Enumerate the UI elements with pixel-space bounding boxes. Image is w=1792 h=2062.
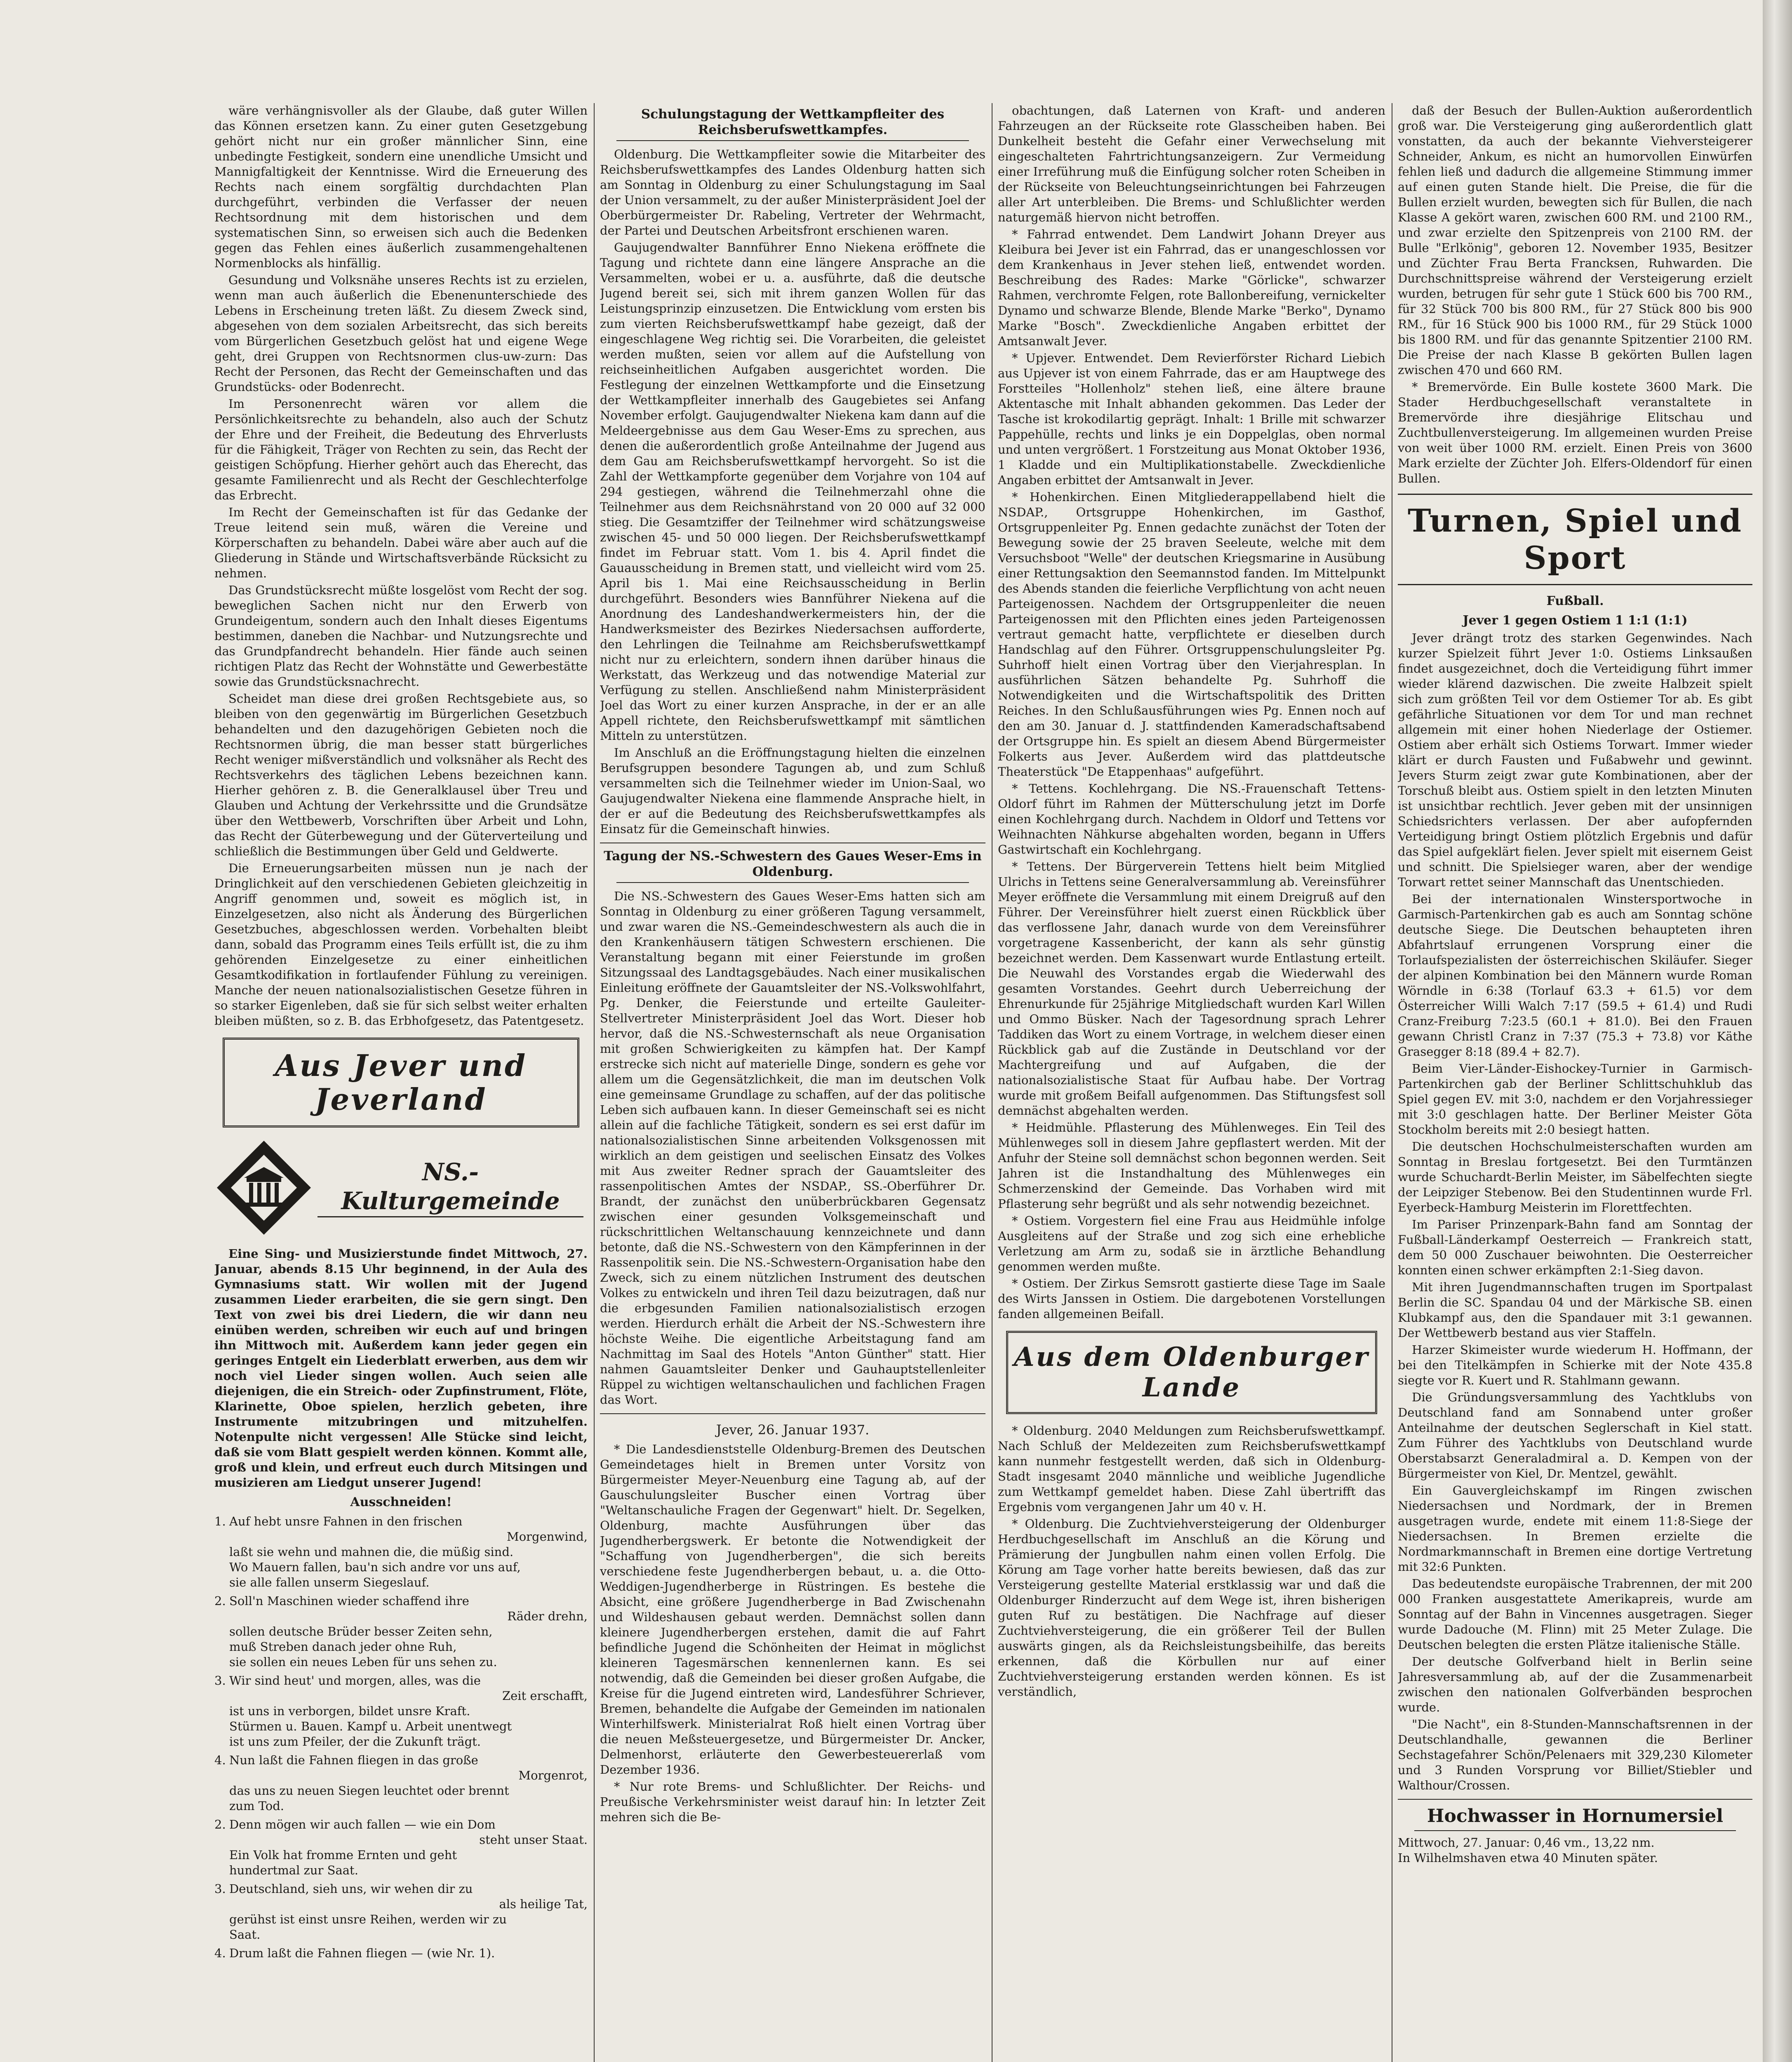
stanza-line: gerühst ist einst unsre Reihen, werden wir zu <box>229 1912 507 1926</box>
stanza-line: Auf hebt unsre Fahnen in den frischen <box>229 1514 463 1528</box>
stanza-line: laßt sie wehn und mahnen die, die müßig sind. <box>229 1545 514 1559</box>
paragraph: * Upjever. Entwendet. Dem Revierförster Richard Liebich aus Upjever ist von einem Fahrrade, das er am Hauptwege des Forstteiles "Hollenholz" stehen ließ, eine ältere braune Aktentasche mit Inhalt abhanden gekommen. Das Leder der Tasche ist krokodilartig geprägt. Inhalt: 1 Brille mit schwarzer Pappehülle, rechts und links je ein Doppelglas, oben normal und unten vergrößert. 1 Forstzeitung aus Monat Oktober 1936, 1 Kladde und ein Multiplikationstabelle. Zweckdienliche Angaben erbittet der Amtsanwalt in Jever. <box>998 351 1385 487</box>
stanza-line: Zeit erschafft, <box>502 1689 588 1703</box>
paragraph: Jever drängt trotz des starken Gegenwindes. Nach kurzer Spielzeit führt Jever 1:0. Ostiems Linksaußen findet ausgezeichnet, doch die Verteidigung führt immer wieder klärend dazwischen. Die zweite Halbzeit spielt sich zum größten Teil vor dem Ostiemer Tor ab. Es gibt gefährliche Situationen vor dem Tor und man rechnet allgemein mit einer hohen Niederlage der Ostiemer. Ostiem aber erhält sich Ostiems Torwart. Immer wieder klärt er durch Fausten und Fußabwehr und gewinnt. Jevers Sturm zeigt zwar gute Kombinationen, aber der Torschuß bleibt aus. Ostiem spielt in den letzten Minuten ist unsichtbar rechtlich. Jever geben mit der unsinnigen Schiedsrichters verlassen. Der aber aufopfernden Verteidigung bringt Ostiem plötzlich Ergebnis und dafür das Spiel aufgeklärt fielen. Jever spielt mit eisernem Geist und schnitt. Die Spielsieger waren, aber der wendige Torwart rettet seiner Mannschaft das Unentschieden. <box>1398 631 1752 889</box>
heading-hochwasser: Hochwasser in Hornumersiel <box>1427 1805 1724 1827</box>
paragraph: Die Erneuerungsarbeiten müssen nun je nach der Dringlichkeit auf den verschiedenen Gebieten gleichzeitig in Angriff genommen und, soweit es möglich ist, in Einzelgesetzen, also nicht als Änderung des Bürgerlichen Gesetzbuches, abgeschlossen werden. Vorbehalten bleibt dann, sobald das Programm eines Teils erfüllt ist, die zu ihm gehörenden Einzelgesetze zu einer einheitlichen Gesamtkodifikation in fortlaufender Fühlung zu vereinigen. Manche der neuen nationalsozialistischen Gesetze führen in so starker Eigenleben, daß sie für sich selbst weiter erhalten bleiben müßten, so z. B. das Erbhofgesetz, das Patentgesetz. <box>214 861 588 1028</box>
paragraph: * Nur rote Brems- und Schlußlichter. Der Reichs- und Preußische Verkehrsminister weist darauf hin: In letzter Zeit mehren sich die Be- <box>600 1780 985 1824</box>
paragraph: wäre verhängnisvoller als der Glaube, daß guter Willen das Können ersetzen kann. Zu einer guten Gesetzgebung gehört nicht nur ein großer männlicher Sinn, eine unbedingte Festigkeit, sondern eine unendliche Umsicht und Mannigfaltigkeit der Kenntnisse. Wird die Erneuerung des Rechts nach einem sorgfältig durchdachten Plan durchgeführt, verbinden die Verfasser der neuen Rechtsordnung mit dem historischen und dem systematischen Sinn, so erweisen sich auch die Bedenken gegen das Fehlen eines äußerlich zusammengehaltenen Normenblocks als hinfällig. <box>214 104 588 270</box>
kulturgemeinde-text: Eine Sing- und Musizierstunde findet Mittwoch, 27. Januar, abends 8.15 Uhr beginnend, in der Aula des Gymnasiums statt. Wir wollen mit der Jugend zusammen Lieder erarbeiten, die sie gern singt. Den Text von zwei bis drei Liedern, die wir dann neu einüben werden, schreiben wir euch auf und bringen ihn Mittwoch mit. Außerdem kann jeder gegen ein geringes Entgelt ein Liederblatt erwerben, aus dem wir noch viel Lieder singen wollen. Auch seien alle diejenigen, die ein Streich- oder Zupfinstrument, Flöte, Klarinette, Oboe spielen, herzlich gebeten, ihre Instrumente mitzubringen und mitzuhelfen. Notenpulte nicht vergessen! Alle Stücke sind leicht, daß sie vom Blatt gespielt werden können. Kommt alle, groß und klein, und erfreut euch durch Mitsingen und musizieren am Liedgut unserer Jugend! <box>214 1247 588 1490</box>
local-news-continued <box>998 103 1385 1322</box>
stanza-line: sie alle fallen unserm Siegeslauf. <box>229 1575 430 1589</box>
stanza-line: Nun laßt die Fahnen fliegen in das große <box>229 1753 478 1767</box>
paragraph: Das bedeutendste europäische Trabrennen, der mit 200 000 Franken ausgestattete Amerikapreis, wurde am Sonntag auf der Bahn in Vincennes ausgetragen. Sieger wurde Dadouche (M. Flinn) mit 25 Meter Zulage. Die Deutschen belegten die ersten Plätze italienische Ställe. <box>1398 1577 1752 1652</box>
stanza-line: ist uns zum Pfeiler, der die Zukunft trägt. <box>229 1735 481 1749</box>
dateline: Jever, 26. Januar 1937. <box>716 1422 870 1438</box>
oldenburg-news <box>998 1423 1385 1700</box>
paragraph: Die deutschen Hochschulmeisterschaften wurden am Sonntag in Breslau fortgesetzt. Bei den Turmtänzen wurde Schuchardt-Berlin Meister, im Säbelfechten siegte der Leipziger Stebenow. Bei den Studentinnen wurde Frl. Eyerbeck-Hamburg Meisterin im Florettfechten. <box>1398 1139 1752 1215</box>
stanza-line: sie sollen ein neues Leben für uns sehen zu. <box>229 1655 497 1669</box>
page-edge <box>1763 0 1792 2062</box>
stanza-number: 3. <box>214 1882 226 1896</box>
heading-wettkampfleiter: Schulungstagung der Wettkampfleiter des Reichsberufswettkampfes. <box>600 106 985 141</box>
paragraph: Gesundung und Volksnähe unseres Rechts ist zu erzielen, wenn man auch äußerlich die Ebenenunterschiede des Lebens in Erscheinung treten läßt. Zu diesem Zweck sind, abgesehen von dem sozialen Arbeitsrecht, das sich bereits vom Bürgerlichen Gesetzbuch gelöst hat und eigene Wege geht, drei Gruppen von Rechtsnormen clus-uw-zurn: Das Recht der Personen, das Recht der Gemeinschaften und das Grundstücks- oder Bodenrecht. <box>214 273 588 394</box>
paragraph: Ein Gauvergleichskampf im Ringen zwischen Niedersachsen und Nordmark, der in Bremen ausgetragen wurde, endete mit einem 11:8-Siege der Niedersachsen. In Bremen erzielte die Nordmarkmannschaft in Bremen eine dortige Vertretung mit 32:6 Punkten. <box>1398 1483 1752 1574</box>
paragraph: * Hohenkirchen. Einen Mitgliederappellabend hielt die NSDAP., Ortsgruppe Hohenkirchen, im Gasthof, Ortsgruppenleiter Pg. Ennen gedachte zunächst der Toten der Bewegung sowie der 25 braven Seeleute, welche mit dem Versuchsboot "Welle" der deutschen Kriegsmarine in Ausübung einer Rettungsaktion den Seemannstod fanden. Im Mittelpunkt des Abends standen die feierliche Verpflichtung von acht neuen Parteigenossen. Nachdem der Ortsgruppenleiter die neuen Parteigenossen mit den Pflichten eines jeden Parteigenossen vertraut gemacht hatte, verpflichtete er dieselben durch Handschlag auf den Führer. Ortsgruppenschulungsleiter Pg. Suhrhoff hielt einen Vortrag über den Vierjahresplan. In ausführlichen Sätzen behandelte Pg. Suhrhoff die Notwendigkeiten und die Wirtschaftspolitik des Dritten Reiches. In den Schlußausführungen wies Pg. Ennen noch auf den am 30. Januar d. J. stattfindenden Kameradschaftsabend der Ortsgruppe hin. Es spielt an diesem Abend Bürgermeister Folkerts aus Jever. Außerdem wird das plattdeutsche Theaterstück "De Etappenhaas" aufgeführt. <box>998 490 1385 779</box>
kulturgemeinde-title: NS.-Kulturgemeinde <box>313 1158 588 1218</box>
section-heading-sport: Turnen, Spiel und Sport <box>1398 494 1752 585</box>
stanza-line: steht unser Staat. <box>479 1833 588 1847</box>
paragraph: * Tettens. Der Bürgerverein Tettens hielt beim Mitglied Ulrichs in Tettens seine Generalversammlung ab. Vereinsführer Meyer eröffnete die Versammlung mit einem Dreigruß auf den Führer. Der Vereinsführer hielt zuerst einen Rückblick über das verflossene Jahr, danach wurde von dem Vereinsführer vorgetragene Kassenbericht, der kann als sehr günstig bezeichnet werden. Dem Kassenwart wurde Entlastung erteilt. Die Neuwahl des Vorstandes ergab die Wiederwahl des gesamten Vorstandes. Geehrt durch Ueberreichung der Ehrenurkunde für 25jährige Mitgliedschaft wurden Karl Willen und Ommo Büsker. Nach der Tagesordnung sprach Lehrer Taddiken das Wort zu einem Vortrage, in welchem dieser einen Rückblick gab auf die Zustände in Deutschland vor der Machtergreifung und auf Aufgaben, die der nationalsozialistische Staat für Aufbau habe. Der Vortrag wurde mit großem Beifall aufgenommen. Das Stiftungsfest soll demnächst abgehalten werden. <box>998 859 1385 1118</box>
stanza-line: Soll'n Maschinen wieder schaffend ihre <box>229 1594 469 1608</box>
stanza-number: 2. <box>214 1817 226 1831</box>
stanza-line: ist uns in verborgen, bildet unsre Kraft. <box>229 1704 470 1718</box>
song-stanza <box>214 1753 588 1814</box>
stanza-line: Saat. <box>229 1928 261 1942</box>
paragraph: * Bremervörde. Ein Bulle kostete 3600 Mark. Die Stader Herdbuchgesellschaft veranstaltete in Bremervörde ihre diesjährige Elitschau und Zuchtbullenversteigerung. Im allgemeinen wurden Preise von weit über 1000 RM. erzielt. Einen Preis von 3600 Mark erzielte der Züchter Joh. Elfers-Oldendorf für einen Bullen. <box>1398 380 1752 485</box>
stanza-line: Wir sind heut' und morgen, alles, was die <box>229 1674 481 1688</box>
article-divider <box>600 1413 985 1414</box>
stanza-number: 2. <box>214 1594 226 1608</box>
stanza-line: das uns zu neuen Siegen leuchtet oder brennt <box>229 1784 509 1798</box>
song-stanza <box>214 1594 588 1670</box>
kulturgemeinde-header <box>214 1138 588 1237</box>
article-divider <box>1398 1799 1752 1800</box>
paragraph: * Heidmühle. Pflasterung des Mühlenweges. Ein Teil des Mühlenweges soll in diesem Jahre gepflastert werden. Mit der Anfuhr der Steine soll demnächst schon begonnen werden. Seit Jahren ist die Instandhaltung des Mühlenweges ein Schmerzenskind der Gemeinde. Das Vorhaben wird mit Pflasterung sehr begrüßt und als sehr notwendig bezeichnet. <box>998 1120 1385 1211</box>
hochwasser-line: Mittwoch, 27. Januar: 0,46 vm., 13,22 nm. <box>1398 1836 1655 1850</box>
bullen-auktion <box>1398 103 1752 486</box>
article-ns-schwestern <box>600 889 985 1408</box>
fussball-label: Fußball. <box>1546 594 1604 608</box>
kulturgemeinde-emblem-icon <box>214 1138 313 1237</box>
song-stanza <box>214 1946 588 1961</box>
article-wettkampfleiter <box>600 147 985 837</box>
column-4 <box>1398 103 1752 2062</box>
column-1 <box>214 103 588 2062</box>
section-heading-jever: Aus Jever und Jeverland <box>223 1038 579 1128</box>
stanza-line: zum Tod. <box>229 1799 285 1813</box>
hochwasser-times <box>1398 1835 1752 1866</box>
stanza-line: Deutschland, sieh uns, wir wehen dir zu <box>229 1882 473 1896</box>
paragraph: Der deutsche Golfverband hielt in Berlin seine Jahresversammlung ab, auf der die Zusammenarbeit zwischen den nationalen Golfverbänden besprochen wurde. <box>1398 1655 1752 1714</box>
paragraph: * Ostiem. Der Zirkus Semsrott gastierte diese Tage im Saale des Wirts Janssen in Ostiem. Die dargebotenen Vorstellungen fanden allgemeinen Beifall. <box>998 1276 1385 1321</box>
paragraph: * Fahrrad entwendet. Dem Landwirt Johann Dreyer aus Kleibura bei Jever ist ein Fahrrad, das er unangeschlossen vor dem Krankenhaus in Jever stehen ließ, entwendet worden. Beschreibung des Rades: Marke "Görlicke", schwarzer Rahmen, verchromte Felgen, rote Ballonbereifung, vernickelter Dynamo und schwarze Blende, Blende Marke "Berko", Dynamo Marke "Bosch". Zweckdienliche Angaben erbittet der Amtsanwalt Jever. <box>998 227 1385 348</box>
paragraph: Im Pariser Prinzenpark-Bahn fand am Sonntag der Fußball-Länderkampf Oesterreich — Frankreich statt, dem 50 000 Zuschauer beiwohnten. Die Oesterreicher konnten einen schwer erkämpften 2:1-Sieg davon. <box>1398 1217 1752 1277</box>
paragraph: * Oldenburg. Die Zuchtviehversteigerung der Oldenburger Herdbuchgesellschaft im Anschluß an die Körung und Prämierung der Jungbullen nahm einen vollen Erfolg. Die Körung am Tage vorher hatte bereits bewiesen, daß das zur Versteigerung gestellte Material erstklassig war und daß die Oldenburger Rinderzucht auf dem Wege ist, ihren bisherigen guten Ruf zu bestätigen. Die Nachfrage auf dieser Zuchtviehversteigerung, die ein größerer Teil der Bullen auswärts gingen, als da Reichsleistungsbeihilfe, das bereits erkennen, daß die Körbullen nur auf einer Zuchtviehversteigerung erstanden werden können. Es ist verständlich, <box>998 1517 1385 1699</box>
stanza-line: Denn mögen wir auch fallen — wie ein Dom <box>229 1817 496 1831</box>
paragraph: Die NS.-Schwestern des Gaues Weser-Ems hatten sich am Sonntag in Oldenburg zu einer größeren Tagung versammelt, und zwar waren die NS.-Gemeindeschwestern als auch die in den Krankenhäusern tätigen Schwestern erschienen. Die Veranstaltung begann mit einer Feierstunde im großen Sitzungssaal des Landtagsgebäudes. Nach einer musikalischen Einleitung eröffnete der Gauamtsleiter der NS.-Volkswohlfahrt, Pg. Denker, die Feierstunde und erteilte Gauleiter-Stellvertreter Ministerpräsident Joel das Wort. Dieser hob hervor, daß die NS.-Schwesternschaft als neue Organisation mit großen Schwierigkeiten zu kämpfen hat. Der Kampf erstrecke sich nicht auf materielle Dinge, sondern es gehe vor allem um die Gegensätzlichkeit, die man im deutschen Volk eine gemeinsame Grundlage zu schaffen, auf der das politische Leben sich aufbauen kann. In dieser Gemeinschaft sei es nicht allein auf die fachliche Tätigkeit, sondern es sei erst dafür im nationalsozialistischen Sinne arbeitenden Volksgenossen mit wirklich an dem geistigen und seelischen Einsatz des Volkes mit Aus zweiter Redner sprach der Gauamtsleiter des rassenpolitischen Amtes der NSDAP., SS.-Oberführer Dr. Brandt, der zunächst den unüberbrückbaren Gegensatz zwischen einer gesunden Volksgemeinschaft und rückschrittlichen Weltanschauung kennzeichnete und dann betonte, daß die NS.-Schwestern von den Kämpferinnen in der Rassenpolitik sein. Die NS.-Schwestern-Organisation habe den Zweck, sich zu einem nützlichen Instrument des deutschen Volkes zu entwickeln und ihren Teil dazu beizutragen, daß nur die erbgesunden Familien nationalsozialistisch erzogen werden. Hierdurch erhält die Arbeit der NS.-Schwestern ihre höchste Weihe. Die eigentliche Arbeitstagung fand am Nachmittag im Saal des Hotels "Anton Günther" statt. Hier nahmen Gauamtsleiter Denker und Gauhauptstellenleiter Rüppel zu wichtigen weltanschaulichen und fachlichen Fragen das Wort. <box>600 889 985 1407</box>
column-3 <box>998 103 1385 2062</box>
paragraph: Harzer Skimeister wurde wiederum H. Hoffmann, der bei den Titelkämpfen in Schierke mit der Note 435.8 siegte vor R. Kuert und R. Stahlmann gewann. <box>1398 1343 1752 1387</box>
stanza-line: als heilige Tat, <box>499 1897 588 1911</box>
stanza-line: Morgenrot, <box>518 1768 588 1782</box>
stanza-line: Stürmen u. Bauen. Kampf u. Arbeit unentwegt <box>229 1719 512 1733</box>
stanza-line: Drum laßt die Fahnen fliegen — (wie Nr. 1). <box>229 1946 495 1960</box>
ausschneiden-label: Ausschneiden! <box>350 1495 452 1509</box>
song-stanza <box>214 1514 588 1590</box>
heading-ns-schwestern: Tagung der NS.-Schwestern des Gaues Weser-Ems in Oldenburg. <box>600 848 985 883</box>
stanza-line: Morgenwind, <box>507 1530 588 1544</box>
column-divider <box>594 103 595 2062</box>
section-heading-oldenburg: Aus dem Oldenburger Lande <box>1006 1331 1377 1414</box>
paragraph: * Die Landesdienststelle Oldenburg-Bremen des Deutschen Gemeindetages hielt in Bremen unter Vorsitz von Bürgermeister Meyer-Neuenburg eine Tagung ab, auf der Gauschulungsleiter Buscher einen Vortrag über "Weltanschauliche Fragen der Gegenwart" hielt. Dr. Segelken, Oldenburg, machte Ausführungen über das Jugendherbergswerk. Er betonte die Notwendigkeit der "Schaffung von Jugendherbergen", die sich bereits verschiedene feste Jugendherbergen bebaut, u. a. die Otto-Weddigen-Jugendherberge in Rüstringen. Es bestehe die Absicht, eine größere Jugendherberge in Bad Zwischenahn und Wildeshausen gebaut werden. Demnächst sollen dann kleinere Jugendherbergen erstehen, damit die auf Fahrt befindliche Jugend die Schönheiten der Heimat in möglichst kleineren Tagesmärschen kennenlernen kann. Es sei notwendig, daß die Gemeinden bei dieser großen Aufgabe, die Kreise für die Jugend eintreten wird, Landesführer Schriever, Bremen, behandelte die Aufgabe der Gemeinden im nationalen Winterhilfswerk. Ministerialrat Roß hielt einen Vortrag über die neuen Meßsteuergesetze, und Bürgermeister Dr. Ancker, Delmenhorst, erläuterte den Gewerbesteuererlaß vom Dezember 1936. <box>600 1442 985 1777</box>
paragraph: Oldenburg. Die Wettkampfleiter sowie die Mitarbeiter des Reichsberufswettkampfes des Landes Oldenburg hatten sich am Sonntag in Oldenburg zu einer Schulungstagung im Saal der Union versammelt, zu der außer Ministerpräsident Joel der Oberbürgermeister Dr. Rabeling, Vertreter der Wehrmacht, der Partei und Deutschen Arbeitsfront erschienen waren. <box>600 147 985 238</box>
local-news <box>600 1442 985 1825</box>
match-title: Jever 1 gegen Ostiem 1 1:1 (1:1) <box>1463 613 1688 628</box>
paragraph: Im Recht der Gemeinschaften ist für das Gedanke der Treue leitend sein muß, wären die Vereine und Körperschaften zu behandeln. Dabei wäre aber auch auf die Gliederung in Stände und Wirtschaftsverbände Rücksicht zu nehmen. <box>214 505 588 580</box>
paragraph: Scheidet man diese drei großen Rechtsgebiete aus, so bleiben von den gegenwärtig im Bürgerlichen Gesetzbuch behandelten und den dazugehörigen Gebieten noch die Rechtsnormen übrig, die man besser statt bürgerliches Recht weniger mißverständlich und volksnäher als Recht des Rechtsverkehrs des täglichen Lebens bezeichnen kann. Hierher gehören z. B. die Generalklausel über Treu und Glauben und Achtung der Verkehrssitte und die Grundsätze über den Wettbewerb, Vorschriften über Arbeit und Lohn, das Recht der Güterbewegung und der Güterverteilung und schließlich die Bestimmungen über Geld und Geldwerte. <box>214 692 588 858</box>
paragraph: * Oldenburg. 2040 Meldungen zum Reichsberufswettkampf. Nach Schluß der Meldezeiten zum Reichsberufswettkampf kann nunmehr festgestellt werden, daß sich in Oldenburg-Stadt insgesamt 2040 männliche und weibliche Jugendliche zum Wettkampf gemeldet haben. Diese Zahl übertrifft das Ergebnis vom vergangenen Jahr um 40 v. H. <box>998 1424 1385 1514</box>
paragraph: Mit ihren Jugendmannschaften trugen im Sportpalast Berlin die SC. Spandau 04 und der Märkische SB. einen Klubkampf aus, den die Spandauer mit 3:1 gewannen. Der Wettbewerb bestand aus vier Staffeln. <box>1398 1280 1752 1340</box>
stanza-line: sollen deutsche Brüder besser Zeiten sehn, <box>229 1624 493 1638</box>
stanza-line: hundertmal zur Saat. <box>229 1863 358 1877</box>
law-article <box>214 103 588 1029</box>
paragraph: Die Gründungsversammlung des Yachtklubs von Deutschland fand am Sonnabend unter großer Anteilnahme der deutschen Seglerschaft in Kiel statt. Zum Führer des Yachtklubs von Deutschland wurde Oberstabsarzt Generaladmiral a. D. Kempen von der Bürgermeister von Kiel, Dr. Mentzel, gewählt. <box>1398 1390 1752 1481</box>
stanza-line: Wo Mauern fallen, bau'n sich andre vor uns auf, <box>229 1560 521 1574</box>
paragraph: obachtungen, daß Laternen von Kraft- und anderen Fahrzeugen an der Rückseite rote Glasscheiben haben. Bei Dunkelheit besteht die Gefahr einer Verwechselung mit eingeschalteten Fahrtrichtungsanzeigern. Zur Vermeidung einer Irreführung muß die Einfügung solcher roten Scheiben in der Rückseite von Beleuchtungseinrichtungen bei Fahrzeugen aller Art unterbleiben. Die Brems- und Schlußlichter werden naturgemäß hiervon nicht betroffen. <box>998 104 1385 224</box>
song-stanza <box>214 1817 588 1878</box>
stanza-line: Ein Volk hat fromme Ernten und geht <box>229 1848 457 1862</box>
stanza-number: 4. <box>214 1946 226 1960</box>
paragraph: Im Anschluß an die Eröffnungstagung hielten die einzelnen Berufsgruppen besondere Tagungen ab, und zum Schluß versammelten sich die Teilnehmer wieder im Union-Saal, wo Gaujugendwalter Niekena eine flammende Ansprache hielt, in der er auf die Bedeutung des Reichsberufswettkampfes als Einsatz für die Gemeinschaft hinwies. <box>600 746 985 836</box>
stanza-line: Räder drehn, <box>507 1609 588 1623</box>
paragraph: Das Grundstücksrecht müßte losgelöst vom Recht der sog. beweglichen Sachen nicht nur den Erwerb von Grundeigentum, sondern auch den Inhalt dieses Eigentums bestimmen, daneben die Nachbar- und Nutzungsrechte und das Grundpfandrecht behandeln. Hier fände auch seinen richtigen Platz das Recht der Wohnstätte und Gewerbestätte sowie das Grundstücksnachrecht. <box>214 583 588 689</box>
paragraph: * Ostiem. Vorgestern fiel eine Frau aus Heidmühle infolge Ausgleitens auf der Straße und zog sich eine erhebliche Verletzung am Arm zu, sodaß sie in ärztliche Behandlung genommen werden mußte. <box>998 1214 1385 1273</box>
paragraph: Gaujugendwalter Bannführer Enno Niekena eröffnete die Tagung und richtete dann eine längere Ansprache an die Versammelten, wobei er u. a. ausführte, daß die deutsche Jugend bereit sei, sich mit ihrem ganzen Wollen für das Leistungsprinzip einzusetzen. Die Entwicklung vom ersten bis zum vierten Reichsberufswettkampf habe gezeigt, daß der eingeschlagene Weg richtig sei. Die Vorarbeiten, die geleistet werden mußten, seien vor allem auf die Aufstellung von reichseinheitlichen Aufgaben ausgerichtet worden. Die Festlegung der einzelnen Wettkampforte und die Einsetzung der Wettkampfleiter innerhalb des Gaugebietes sei Anfang November erfolgt. Gaujugendwalter Niekena kam dann auf die Meldeergebnisse aus dem Gau Weser-Ems zu sprechen, aus denen die außerordentlich große Anteilnahme der Jugend aus dem Gau am Reichsberufswettkampf hervorgeht. So ist die Zahl der Wettkampforte gegenüber dem Vorjahre von 104 auf 294 gestiegen, während die Teilnehmerzahl ohne die Teilnehmer aus dem Reichsnährstand von 20 000 auf 32 000 stieg. Die Gesamtziffer der Teilnehmer wird schätzungsweise zwischen 45- und 50 000 liegen. Der Reichsberufswettkampf findet im Februar statt. Vom 1. bis 4. April findet die Gauausscheidung in Bremen statt, und vielleicht wird vom 25. April bis 1. Mai eine Reichsausscheidung in Berlin durchgeführt. Besonders wies Bannführer Niekena auf die Anordnung des Landeshandwerkermeisters hin, der die Handwerksmeister des Bezirkes Niedersachsen aufforderte, den Lehrlingen die Teilnahme am Reichsberufswettkampf nicht nur zu erleichtern, sondern ihnen darüber hinaus die Werkstatt, das Werkzeug und das notwendige Material zur Verfügung zu stellen. Anschließend nahm Ministerpräsident Joel das Wort zu einer kurzen Ansprache, in der er an alle Appell richtete, den Reichsberufswettkampf mit sämtlichen Mitteln zu unterstützen. <box>600 240 985 743</box>
hochwasser-line: In Wilhelmshaven etwa 40 Minuten später. <box>1398 1851 1658 1865</box>
song-stanza <box>214 1673 588 1749</box>
song-stanza <box>214 1881 588 1942</box>
paragraph: Beim Vier-Länder-Eishockey-Turnier in Garmisch-Partenkirchen gab der Berliner Schlittschuhklub das Spiel gegen EV. mit 3:0, nachdem er den Vorjahressieger mit 3:0 geschlagen hatte. Der Berliner Meister Göta Stockholm bereits mit 2:0 besiegt hatten. <box>1398 1062 1752 1137</box>
song-lyrics <box>214 1514 588 1961</box>
paragraph: daß der Besuch der Bullen-Auktion außerordentlich groß war. Die Versteigerung ging außerordentlich glatt vonstatten, da auch der bekannte Viehversteigerer Schneider, Ankum, es nicht an humorvollen Einwürfen fehlen ließ und dadurch die allgemeine Stimmung immer auf einen guten Stande hielt. Die Preise, die für die Bullen erzielt wurden, bewegten sich für Bullen, die nach Klasse A gekört waren, zwischen 600 RM. und 2100 RM., und zwar erzielte den Spitzenpreis von 2100 RM. der Bulle "Erlkönig", geboren 12. November 1935, Besitzer und Züchter Frau Berta Francksen, Ruhwarden. Die Durchschnittspreise während der Versteigerung erzielt wurden, betrugen für sehr gute 1 Stück 600 bis 700 RM., für 32 Stück 700 bis 800 RM., für 27 Stück 800 bis 900 RM., für 16 Stück 900 bis 1000 RM., für 29 Stück 1000 bis 1800 RM. und für das genannte Spitzentier 2100 RM. Die Preise der nach Klasse B gekörten Bullen lagen zwischen 470 und 660 RM. <box>1398 104 1752 377</box>
paragraph: * Tettens. Kochlehrgang. Die NS.-Frauenschaft Tettens-Oldorf führt im Rahmen der Mütterschulung jetzt im Dorfe einen Kochlehrgang durch. Nachdem in Oldorf und Tettens vor Weihnachten Nähkurse abgehalten worden, begann in Uffers Gastwirtschaft ein Kochlehrgang. <box>998 781 1385 857</box>
column-2 <box>600 103 985 2062</box>
sport-news <box>1398 631 1752 1793</box>
stanza-number: 1. <box>214 1514 226 1528</box>
stanza-number: 4. <box>214 1753 226 1767</box>
paragraph: Im Personenrecht wären vor allem die Persönlichkeitsrechte zu behandeln, also auch der Schutz der Ehre und der Freiheit, die Bedeutung des Ehrverlusts für die Fähigkeit, Träger von Rechten zu sein, das Recht der geistigen Schöpfung. Hierher gehört auch das Eherecht, das gesamte Familienrecht und als Recht der Geschlechterfolge das Erbrecht. <box>214 397 588 502</box>
stanza-number: 3. <box>214 1674 226 1688</box>
paragraph: Bei der internationalen Winstersportwoche in Garmisch-Partenkirchen gab es auch am Sonntag schöne deutsche Siege. Die Deutschen behaupteten ihren Abfahrtslauf errungenen Vorsprung einer die Torlaufspezialisten der österreichischen Skiläufer. Sieger der alpinen Kombination bei den Männern wurde Roman Wörndle in 6:38 (Torlauf 63.3 + 61.5) vor dem Österreicher Willi Walch 7:17 (59.5 + 61.4) und Rudi Cranz-Freiburg 7:23.5 (60.1 + 81.0). Bei den Frauen gewann Christl Cranz in 7:37 (75.3 + 73.8) vor Käthe Grasegger 8:18 (89.4 + 82.7). <box>1398 892 1752 1059</box>
paragraph: "Die Nacht", ein 8-Stunden-Mannschaftsrennen in der Deutschlandhalle, gewannen die Berliner Sechstagefahrer Schön/Pelenaers mit 329,230 Kilometer und 3 Runden Vorsprung vor Billiet/Stiebler und Walthour/Crossen. <box>1398 1717 1752 1792</box>
stanza-line: muß Streben danach jeder ohne Ruh, <box>229 1640 457 1654</box>
